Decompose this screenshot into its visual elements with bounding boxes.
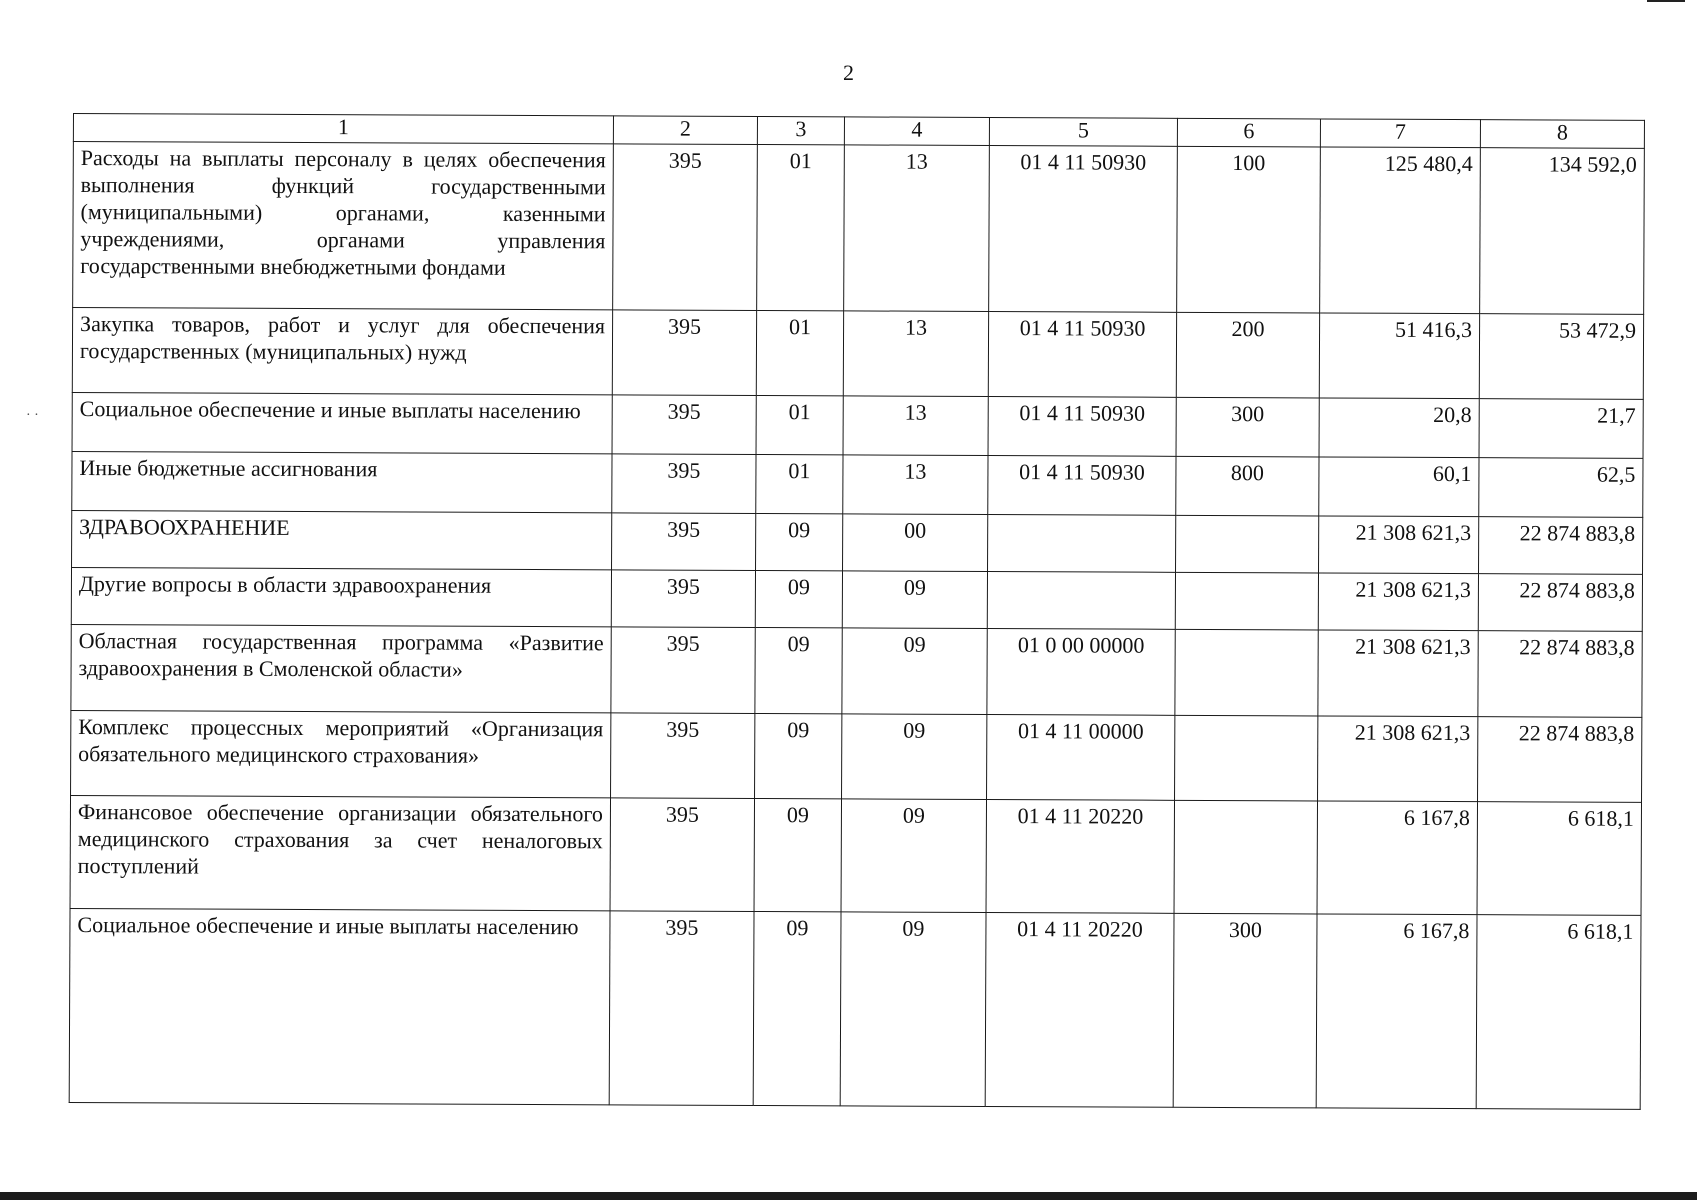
cell-target-article: 01 4 11 50930 (989, 145, 1178, 312)
cell-subsection: 13 (843, 396, 988, 456)
cell-amount-7: 21 308 621,3 (1318, 630, 1478, 717)
cell-expense-type (1175, 572, 1318, 630)
cell-section: 01 (756, 310, 843, 395)
cell-amount-7: 6 167,8 (1317, 801, 1477, 915)
cell-section: 09 (754, 798, 841, 911)
cell-amount-8: 134 592,0 (1480, 148, 1645, 315)
row-name: Закупка товаров, работ и услуг для обеспечения государственных (муниципальных) нужд (72, 308, 612, 395)
cell-amount-8: 53 472,9 (1479, 314, 1643, 400)
cell-amount-8: 22 874 883,8 (1479, 517, 1643, 575)
table-row (71, 567, 1642, 631)
table-row (71, 624, 1642, 717)
column-header: 7 (1320, 119, 1480, 148)
scan-artifact: · · (26, 408, 39, 423)
cell-code: 395 (612, 310, 756, 396)
cell-amount-7: 125 480,4 (1320, 147, 1481, 314)
cell-amount-8: 22 874 883,8 (1478, 574, 1642, 632)
page-number: 2 (843, 60, 854, 85)
cell-expense-type: 200 (1176, 312, 1319, 398)
cell-amount-7: 20,8 (1319, 398, 1479, 458)
column-header: 6 (1177, 118, 1320, 147)
cell-amount-8: 62,5 (1479, 458, 1643, 518)
cell-code: 395 (612, 454, 756, 514)
cell-subsection: 13 (844, 145, 990, 312)
row-name: Расходы на выплаты персоналу в целях обеспечения выполнения функций государственными (муниципальными) органами, казенными учреждениями, органами управления государственными внебюджетными фондами (73, 142, 614, 310)
cell-target-article: 01 4 11 50930 (988, 396, 1176, 456)
cell-subsection: 09 (842, 714, 987, 800)
cell-section: 09 (755, 570, 842, 627)
cell-amount-7: 6 167,8 (1316, 914, 1477, 1109)
row-name: ЗДРАВООХРАНЕНИЕ (72, 510, 612, 569)
row-name: Областная государственная программа «Развитие здравоохранения в Смоленской области» (71, 624, 611, 712)
cell-subsection: 09 (842, 571, 987, 629)
cell-expense-type (1175, 715, 1318, 801)
budget-table (69, 113, 1645, 1110)
scan-edge-mark (1647, 0, 1685, 2)
cell-section: 01 (756, 395, 843, 454)
cell-expense-type (1174, 800, 1317, 914)
cell-subsection: 09 (841, 799, 986, 913)
cell-section: 01 (756, 454, 843, 513)
cell-amount-8: 6 618,1 (1476, 915, 1641, 1110)
cell-section: 09 (756, 513, 843, 570)
cell-expense-type (1176, 515, 1319, 573)
table-row (69, 908, 1641, 1109)
column-header: 4 (844, 117, 989, 146)
cell-code: 395 (612, 513, 756, 571)
table-row (72, 451, 1643, 517)
cell-target-article: 01 4 11 00000 (987, 714, 1175, 800)
row-name: Другие вопросы в области здравоохранения (71, 567, 611, 626)
row-name: Финансовое обеспечение организации обязательного медицинского страхования за счет неналоговых поступлений (70, 795, 610, 910)
row-name: Иные бюджетные ассигнования (72, 451, 612, 512)
cell-amount-7: 21 308 621,3 (1318, 573, 1478, 631)
cell-amount-7: 21 308 621,3 (1318, 716, 1478, 802)
row-name: Социальное обеспечение и иные выплаты населению (72, 392, 612, 453)
table-row (70, 795, 1641, 915)
cell-code: 395 (611, 570, 755, 628)
cell-expense-type: 300 (1176, 397, 1319, 457)
table-row (73, 142, 1645, 315)
column-header: 1 (73, 114, 613, 144)
cell-amount-8: 22 874 883,8 (1478, 717, 1642, 803)
cell-subsection: 09 (840, 912, 986, 1107)
cell-target-article: 01 4 11 50930 (988, 311, 1176, 397)
cell-code: 395 (610, 798, 754, 912)
cell-expense-type (1175, 629, 1318, 716)
cell-amount-8: 22 874 883,8 (1478, 631, 1642, 718)
cell-code: 395 (609, 911, 754, 1106)
row-name: Социальное обеспечение и иные выплаты населению (69, 908, 610, 1104)
row-name: Комплекс процессных мероприятий «Организация обязательного медицинского страхования» (71, 710, 611, 797)
cell-section: 09 (753, 911, 841, 1105)
table-row (71, 710, 1642, 802)
cell-target-article: 01 4 11 50930 (988, 455, 1176, 515)
cell-expense-type: 300 (1173, 913, 1317, 1108)
cell-target-article: 01 0 00 00000 (987, 628, 1175, 715)
cell-subsection: 09 (842, 628, 987, 715)
cell-amount-8: 21,7 (1479, 399, 1643, 459)
column-header: 2 (613, 116, 757, 145)
cell-target-article: 01 4 11 20220 (985, 912, 1174, 1107)
cell-target-article (987, 571, 1175, 629)
column-header: 5 (989, 117, 1177, 146)
cell-amount-7: 21 308 621,3 (1319, 516, 1479, 574)
column-header: 8 (1480, 120, 1644, 149)
cell-target-article (988, 514, 1176, 572)
cell-expense-type: 100 (1177, 146, 1321, 313)
column-header: 3 (757, 116, 844, 144)
cell-amount-7: 60,1 (1319, 457, 1479, 517)
cell-section: 09 (755, 713, 842, 798)
cell-section: 09 (755, 627, 842, 713)
cell-expense-type: 800 (1176, 456, 1319, 516)
cell-section: 01 (757, 144, 845, 310)
table-row (72, 510, 1643, 574)
cell-amount-8: 6 618,1 (1477, 802, 1641, 916)
scan-bottom-edge (0, 1192, 1697, 1200)
cell-code: 395 (611, 713, 755, 799)
cell-subsection: 13 (843, 455, 988, 515)
cell-subsection: 13 (843, 311, 988, 397)
cell-code: 395 (613, 144, 758, 311)
table-row (72, 392, 1643, 458)
cell-target-article: 01 4 11 20220 (986, 799, 1174, 913)
table-row (72, 308, 1643, 400)
cell-amount-7: 51 416,3 (1319, 313, 1479, 399)
cell-code: 395 (612, 395, 756, 455)
cell-subsection: 00 (843, 514, 988, 572)
cell-code: 395 (611, 627, 755, 714)
